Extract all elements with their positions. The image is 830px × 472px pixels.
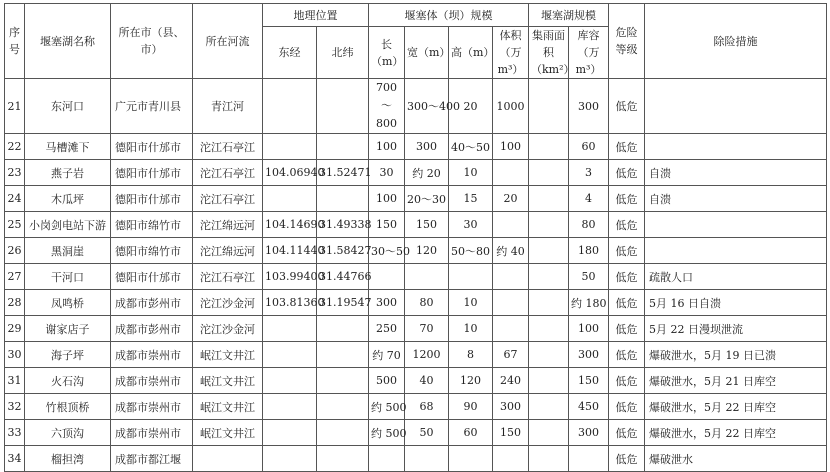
header-dam: 堰塞体（坝）规模: [369, 4, 529, 27]
cell-lon: [263, 79, 317, 134]
cell-city: 德阳市什邡市: [111, 264, 193, 290]
cell-area: [529, 368, 569, 394]
cell-river: 沱江绵远河: [193, 238, 263, 264]
cell-name: 燕子岩: [25, 160, 111, 186]
cell-height: 10: [449, 290, 493, 316]
cell-risk: 低危: [609, 264, 645, 290]
cell-lat: [317, 342, 369, 368]
cell-no: 29: [5, 316, 25, 342]
table-row: [5, 420, 827, 446]
cell-height: [449, 446, 493, 472]
header-lon: 东经: [263, 27, 317, 79]
cell-no: 22: [5, 134, 25, 160]
cell-volume: 20: [493, 186, 529, 212]
cell-lat: [317, 446, 369, 472]
cell-width: 70: [405, 316, 449, 342]
cell-capacity: 3: [569, 160, 609, 186]
header-dam-height: 高（m）: [449, 27, 493, 79]
table-row: [5, 160, 827, 186]
cell-no: 28: [5, 290, 25, 316]
cell-river: 岷江文井江: [193, 394, 263, 420]
cell-lat: [317, 368, 369, 394]
cell-width: 120: [405, 238, 449, 264]
cell-measure: [645, 212, 827, 238]
cell-volume: [493, 160, 529, 186]
cell-volume: 150: [493, 420, 529, 446]
cell-area: [529, 264, 569, 290]
cell-height: 15: [449, 186, 493, 212]
cell-area: [529, 238, 569, 264]
cell-capacity: 450: [569, 394, 609, 420]
cell-no: 24: [5, 186, 25, 212]
cell-measure: [645, 134, 827, 160]
cell-volume: 1000: [493, 79, 529, 134]
cell-capacity: 300: [569, 420, 609, 446]
cell-risk: 低危: [609, 212, 645, 238]
cell-height: [449, 264, 493, 290]
cell-lat: 31.44766: [317, 264, 369, 290]
cell-length: 700～800: [369, 79, 405, 134]
cell-city: 成都市彭州市: [111, 316, 193, 342]
header-geo: 地理位置: [263, 4, 369, 27]
cell-height: 20: [449, 79, 493, 134]
header-risk: 危险等级: [609, 4, 645, 79]
cell-no: 30: [5, 342, 25, 368]
header-river: 所在河流: [193, 4, 263, 79]
cell-length: 100: [369, 134, 405, 160]
table-row: [5, 446, 827, 472]
cell-area: [529, 212, 569, 238]
cell-city: 德阳市什邡市: [111, 160, 193, 186]
cell-volume: [493, 264, 529, 290]
cell-width: 1200: [405, 342, 449, 368]
cell-height: 8: [449, 342, 493, 368]
cell-volume: 240: [493, 368, 529, 394]
cell-capacity: 4: [569, 186, 609, 212]
cell-capacity: 100: [569, 316, 609, 342]
cell-measure: 爆破泄水，5月 22 日库空: [645, 394, 827, 420]
cell-length: 300: [369, 290, 405, 316]
cell-no: 26: [5, 238, 25, 264]
cell-risk: 低危: [609, 160, 645, 186]
header-lake: 堰塞湖规模: [529, 4, 609, 27]
cell-width: 20～30: [405, 186, 449, 212]
cell-risk: 低危: [609, 342, 645, 368]
cell-measure: 爆破泄水: [645, 446, 827, 472]
cell-width: 300: [405, 134, 449, 160]
cell-length: [369, 446, 405, 472]
cell-width: 约 20: [405, 160, 449, 186]
cell-volume: 67: [493, 342, 529, 368]
cell-river: 青江河: [193, 79, 263, 134]
cell-capacity: 60: [569, 134, 609, 160]
cell-name: 六顶沟: [25, 420, 111, 446]
cell-lon: [263, 394, 317, 420]
table-row: [5, 290, 827, 316]
cell-lon: 103.81360: [263, 290, 317, 316]
cell-name: 凤鸣桥: [25, 290, 111, 316]
header-lake-area: 集雨面积（km²）: [529, 27, 569, 79]
cell-risk: 低危: [609, 316, 645, 342]
cell-city: 成都市彭州市: [111, 290, 193, 316]
cell-area: [529, 394, 569, 420]
cell-length: 约 70: [369, 342, 405, 368]
header-lake-capacity: 库容（万 m³）: [569, 27, 609, 79]
cell-lon: 104.14690: [263, 212, 317, 238]
header-lat: 北纬: [317, 27, 369, 79]
table-row: [5, 316, 827, 342]
cell-area: [529, 160, 569, 186]
cell-capacity: 180: [569, 238, 609, 264]
cell-lat: 31.49338: [317, 212, 369, 238]
cell-width: 150: [405, 212, 449, 238]
cell-volume: [493, 446, 529, 472]
cell-length: 30: [369, 160, 405, 186]
cell-measure: 疏散人口: [645, 264, 827, 290]
table-row: [5, 79, 827, 134]
header-dam-width: 宽（m）: [405, 27, 449, 79]
cell-measure: 自溃: [645, 186, 827, 212]
cell-no: 23: [5, 160, 25, 186]
cell-capacity: 150: [569, 368, 609, 394]
cell-measure: 爆破泄水，5月 21 日库空: [645, 368, 827, 394]
table-row: [5, 238, 827, 264]
cell-lat: 31.19547: [317, 290, 369, 316]
cell-river: 沱江石亭江: [193, 160, 263, 186]
cell-city: 德阳市绵竹市: [111, 238, 193, 264]
cell-length: 约 500: [369, 420, 405, 446]
cell-height: 10: [449, 160, 493, 186]
cell-risk: 低危: [609, 446, 645, 472]
cell-name: 干河口: [25, 264, 111, 290]
cell-risk: 低危: [609, 79, 645, 134]
cell-height: 50～80: [449, 238, 493, 264]
cell-measure: [645, 79, 827, 134]
table-row: [5, 186, 827, 212]
cell-lon: [263, 134, 317, 160]
cell-volume: [493, 290, 529, 316]
cell-height: 40～50: [449, 134, 493, 160]
cell-risk: 低危: [609, 394, 645, 420]
cell-no: 21: [5, 79, 25, 134]
cell-lat: [317, 134, 369, 160]
cell-measure: 自溃: [645, 160, 827, 186]
cell-risk: 低危: [609, 290, 645, 316]
cell-height: 120: [449, 368, 493, 394]
cell-width: [405, 264, 449, 290]
cell-capacity: [569, 446, 609, 472]
cell-area: [529, 79, 569, 134]
cell-river: 岷江文井江: [193, 420, 263, 446]
cell-river: 沱江石亭江: [193, 264, 263, 290]
cell-no: 34: [5, 446, 25, 472]
cell-no: 25: [5, 212, 25, 238]
cell-volume: [493, 212, 529, 238]
header-city: 所在市（县、市）: [111, 4, 193, 79]
cell-risk: 低危: [609, 420, 645, 446]
cell-width: 50: [405, 420, 449, 446]
cell-risk: 低危: [609, 238, 645, 264]
cell-lat: [317, 394, 369, 420]
cell-lat: 31.58427: [317, 238, 369, 264]
cell-risk: 低危: [609, 186, 645, 212]
cell-lon: [263, 420, 317, 446]
table-row: [5, 342, 827, 368]
header-dam-volume: 体积（万 m³）: [493, 27, 529, 79]
cell-area: [529, 342, 569, 368]
table-row: [5, 212, 827, 238]
cell-no: 32: [5, 394, 25, 420]
cell-river: 沱江石亭江: [193, 134, 263, 160]
cell-lat: [317, 186, 369, 212]
cell-volume: 300: [493, 394, 529, 420]
cell-river: 岷江文井江: [193, 368, 263, 394]
cell-length: 250: [369, 316, 405, 342]
cell-name: 东河口: [25, 79, 111, 134]
table-row: [5, 134, 827, 160]
cell-length: 30～50: [369, 238, 405, 264]
cell-width: [405, 446, 449, 472]
cell-area: [529, 316, 569, 342]
cell-name: 竹根顶桥: [25, 394, 111, 420]
cell-city: 成都市都江堰: [111, 446, 193, 472]
cell-area: [529, 134, 569, 160]
cell-measure: 爆破泄水，5月 19 日已溃: [645, 342, 827, 368]
cell-measure: 5月 22 日漫坝泄流: [645, 316, 827, 342]
cell-length: [369, 264, 405, 290]
cell-lon: 104.11440: [263, 238, 317, 264]
cell-lat: [317, 316, 369, 342]
cell-risk: 低危: [609, 368, 645, 394]
cell-name: 谢家店子: [25, 316, 111, 342]
cell-volume: [493, 316, 529, 342]
cell-height: 10: [449, 316, 493, 342]
table-row: [5, 368, 827, 394]
cell-width: 40: [405, 368, 449, 394]
header-measures: 除险措施: [645, 4, 827, 79]
cell-name: 黑洞崖: [25, 238, 111, 264]
cell-height: 30: [449, 212, 493, 238]
cell-measure: 5月 16 日自溃: [645, 290, 827, 316]
cell-city: 德阳市绵竹市: [111, 212, 193, 238]
cell-capacity: 300: [569, 342, 609, 368]
cell-capacity: 300: [569, 79, 609, 134]
cell-lon: [263, 446, 317, 472]
cell-city: 成都市崇州市: [111, 394, 193, 420]
cell-river: 岷江文井江: [193, 342, 263, 368]
cell-river: 沱江沙金河: [193, 316, 263, 342]
cell-name: 榴担湾: [25, 446, 111, 472]
cell-lon: [263, 342, 317, 368]
cell-city: 成都市崇州市: [111, 342, 193, 368]
cell-city: 成都市崇州市: [111, 368, 193, 394]
cell-river: 沱江石亭江: [193, 186, 263, 212]
header-no: 序号: [5, 4, 25, 79]
cell-name: 马槽滩下: [25, 134, 111, 160]
cell-lon: 104.06940: [263, 160, 317, 186]
cell-lat: [317, 79, 369, 134]
barrier-lake-table: [4, 3, 827, 472]
cell-lon: [263, 186, 317, 212]
cell-city: 德阳市什邡市: [111, 186, 193, 212]
cell-width: 300～400: [405, 79, 449, 134]
cell-name: 火石沟: [25, 368, 111, 394]
cell-length: 100: [369, 186, 405, 212]
cell-length: 150: [369, 212, 405, 238]
cell-area: [529, 446, 569, 472]
cell-no: 27: [5, 264, 25, 290]
header-name: 堰塞湖名称: [25, 4, 111, 79]
cell-river: [193, 446, 263, 472]
cell-measure: [645, 238, 827, 264]
cell-area: [529, 290, 569, 316]
cell-no: 33: [5, 420, 25, 446]
cell-city: 广元市青川县: [111, 79, 193, 134]
table-row: [5, 394, 827, 420]
cell-river: 沱江沙金河: [193, 290, 263, 316]
cell-lon: [263, 368, 317, 394]
cell-height: 90: [449, 394, 493, 420]
cell-lat: [317, 420, 369, 446]
cell-width: 80: [405, 290, 449, 316]
cell-measure: 爆破泄水，5月 22 日库空: [645, 420, 827, 446]
cell-volume: 约 40: [493, 238, 529, 264]
cell-capacity: 50: [569, 264, 609, 290]
cell-area: [529, 420, 569, 446]
cell-no: 31: [5, 368, 25, 394]
cell-city: 德阳市什邡市: [111, 134, 193, 160]
cell-lon: [263, 316, 317, 342]
cell-risk: 低危: [609, 134, 645, 160]
cell-lat: 31.52471: [317, 160, 369, 186]
cell-name: 海子坪: [25, 342, 111, 368]
cell-name: 小岗剑电站下游: [25, 212, 111, 238]
cell-capacity: 80: [569, 212, 609, 238]
cell-volume: 100: [493, 134, 529, 160]
cell-width: 68: [405, 394, 449, 420]
cell-length: 约 500: [369, 394, 405, 420]
table-row: [5, 264, 827, 290]
cell-name: 木瓜坪: [25, 186, 111, 212]
cell-area: [529, 186, 569, 212]
cell-city: 成都市崇州市: [111, 420, 193, 446]
cell-river: 沱江绵远河: [193, 212, 263, 238]
cell-capacity: 约 180: [569, 290, 609, 316]
header-dam-length: 长（m）: [369, 27, 405, 79]
cell-height: 60: [449, 420, 493, 446]
cell-length: 500: [369, 368, 405, 394]
cell-lon: 103.99400: [263, 264, 317, 290]
